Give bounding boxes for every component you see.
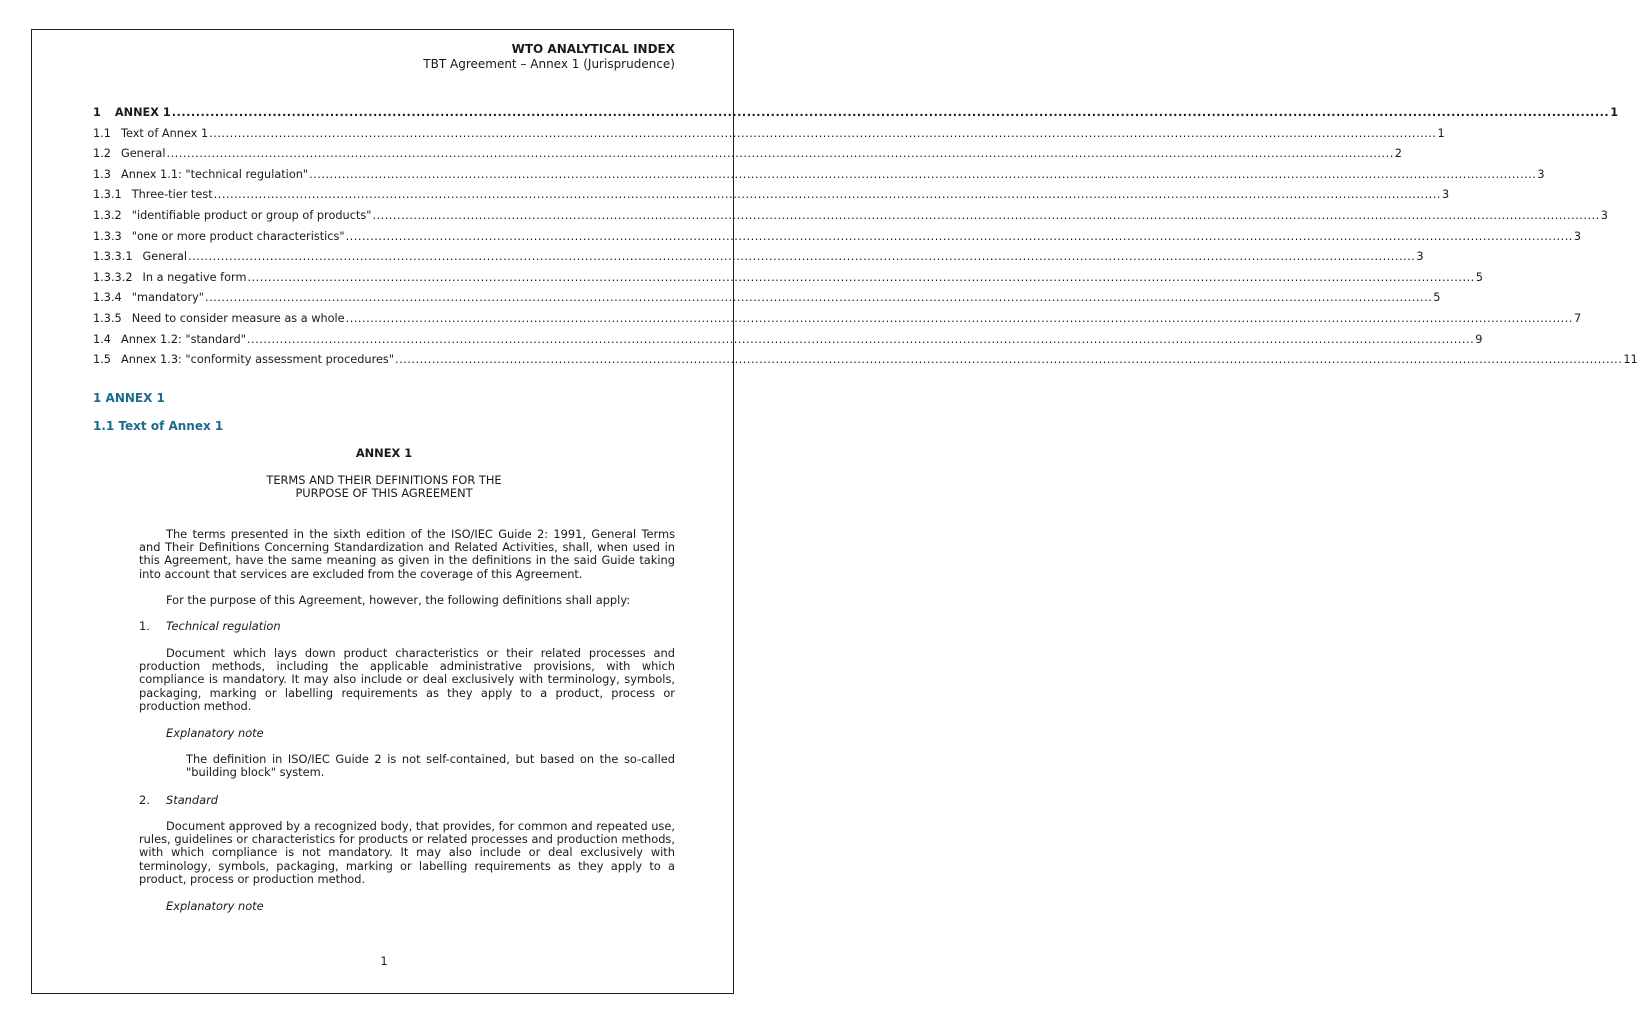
toc-entry-label: "identifiable product or group of products" — [131, 208, 372, 222]
toc-leader-dots: ............................................................................................................................................................................................................................................................................................................ — [188, 250, 1416, 264]
toc-entry-page: 3 — [1441, 188, 1450, 202]
toc-entry-number: 1.3.3 — [93, 229, 122, 243]
toc-leader-dots: ............................................................................................................................................................................................................................................................................................................ — [171, 106, 1610, 119]
intro-paragraph: The terms presented in the sixth edition of the ISO/IEC Guide 2: 1991, General Terms and Their Definitions Concerning Standardization and Related Activities, shall, when used in this Agreement, have the same meaning as given in the definitions in the said Guide taking into account that services are excluded from the coverage of this Agreement. — [139, 527, 675, 581]
page-number: 1 — [380, 954, 388, 968]
toc-entry[interactable] — [93, 167, 1545, 189]
toc-entry-label: Annex 1.1: "technical regulation" — [120, 167, 309, 181]
toc-leader-dots: ............................................................................................................................................................................................................................................................................................................ — [209, 126, 1437, 140]
toc-entry-label: Need to consider measure as a whole — [131, 311, 345, 325]
header-title: WTO ANALYTICAL INDEX — [511, 42, 675, 56]
toc-entry-page: 11 — [1623, 353, 1638, 367]
item2-number: 2. — [139, 793, 150, 807]
toc-entry-label: Three-tier test — [131, 188, 213, 202]
toc-entry-page: 5 — [1433, 291, 1441, 305]
toc-entry-label: "mandatory" — [131, 291, 204, 305]
toc-entry-page: 3 — [1573, 229, 1582, 243]
toc-entry-label: Text of Annex 1 — [120, 126, 209, 140]
toc-entry[interactable] — [93, 229, 1582, 251]
explanatory-note-label-2: Explanatory note — [166, 899, 264, 913]
toc-entry[interactable] — [93, 270, 1483, 292]
toc-leader-dots: ............................................................................................................................................................................................................................................................................................................ — [166, 147, 1394, 161]
toc-entry-label: ANNEX 1 — [114, 106, 171, 119]
section-heading-annex-1[interactable]: 1 ANNEX 1 — [93, 391, 165, 405]
item2-title: Standard — [166, 793, 219, 807]
toc-entry-number: 1.3.3.2 — [93, 270, 133, 284]
toc-leader-dots: ............................................................................................................................................................................................................................................................................................................ — [213, 188, 1441, 202]
toc-entry-number: 1.3.3.1 — [93, 250, 133, 264]
toc-entry-label: In a negative form — [142, 270, 247, 284]
toc-entry-label: Annex 1.2: "standard" — [120, 332, 246, 346]
toc-leader-dots: ............................................................................................................................................................................................................................................................................................................ — [345, 229, 1573, 243]
explanatory-note-text-1: The definition in ISO/IEC Guide 2 is not self-contained, but based on the so-called "building block" system. — [186, 752, 675, 780]
toc-entry[interactable] — [93, 291, 1441, 312]
toc-entry[interactable] — [93, 147, 1402, 168]
toc-entry-label: Annex 1.3: "conformity assessment procedures" — [120, 353, 395, 367]
item2-definition: Document approved by a recognized body, that provides, for common and repeated use, rules, guidelines or characteristics for products or related processes and production methods, with which compliance is not mandatory. It may also include or deal exclusively with terminology, symbols, packaging, marking or labelling requirements as they apply to a product, process or production method. — [139, 819, 675, 886]
explanatory-note-label-1: Explanatory note — [166, 726, 264, 740]
toc-leader-dots: ............................................................................................................................................................................................................................................................................................................ — [309, 167, 1537, 181]
purpose-paragraph: For the purpose of this Agreement, however, the following definitions shall apply: — [166, 593, 631, 607]
toc-entry-number: 1.1 — [93, 126, 111, 140]
toc-leader-dots: ............................................................................................................................................................................................................................................................................................................ — [395, 353, 1623, 367]
toc-entry[interactable] — [93, 311, 1582, 333]
toc-leader-dots: ............................................................................................................................................................................................................................................................................................................ — [247, 270, 1475, 284]
toc-entry-page: 2 — [1394, 147, 1402, 161]
toc-entry[interactable] — [93, 250, 1424, 271]
annex-subtitle-line2: PURPOSE OF THIS AGREEMENT — [295, 486, 473, 500]
toc-leader-dots: ............................................................................................................................................................................................................................................................................................................ — [345, 311, 1573, 325]
toc-entry-page: 3 — [1600, 208, 1608, 222]
toc-entry-number: 1 — [93, 106, 101, 119]
toc-entry[interactable] — [93, 188, 1450, 209]
toc-entry-page: 1 — [1610, 106, 1619, 119]
toc-entry-page: 9 — [1475, 332, 1483, 346]
toc-leader-dots: ............................................................................................................................................................................................................................................................................................................ — [205, 291, 1433, 305]
toc-entry-page: 5 — [1475, 270, 1483, 284]
toc-entry-label: General — [120, 147, 166, 161]
toc-entry-number: 1.5 — [93, 353, 111, 367]
toc-entry-page: 1 — [1437, 126, 1445, 140]
toc-entry[interactable] — [93, 332, 1483, 354]
toc-entry-number: 1.3.4 — [93, 291, 122, 305]
header-subtitle: TBT Agreement – Annex 1 (Jurisprudence) — [423, 57, 675, 71]
toc-entry[interactable] — [93, 353, 1638, 374]
annex-title: ANNEX 1 — [355, 446, 413, 460]
toc-entry-page: 7 — [1573, 311, 1582, 325]
toc-entry-label: "one or more product characteristics" — [131, 229, 345, 243]
toc-entry-number: 1.3 — [93, 167, 111, 181]
annex-subtitle-line1: TERMS AND THEIR DEFINITIONS FOR THE — [266, 473, 502, 487]
toc-leader-dots: ............................................................................................................................................................................................................................................................................................................ — [246, 332, 1475, 346]
item1-number: 1. — [139, 619, 150, 633]
toc-entry-number: 1.3.5 — [93, 311, 122, 325]
section-heading-text-of-annex-1[interactable]: 1.1 Text of Annex 1 — [93, 419, 224, 433]
toc-entry-page: 3 — [1416, 250, 1424, 264]
toc-entry-page: 3 — [1537, 167, 1545, 181]
toc-entry[interactable] — [93, 126, 1445, 148]
toc-entry-number: 1.4 — [93, 332, 111, 346]
table-of-contents — [93, 106, 1638, 374]
item1-title: Technical regulation — [166, 619, 281, 633]
toc-entry-label: General — [142, 250, 188, 264]
toc-entry-number: 1.3.2 — [93, 208, 122, 222]
toc-entry[interactable] — [93, 106, 1619, 127]
toc-entry-number: 1.3.1 — [93, 188, 122, 202]
toc-entry[interactable] — [93, 208, 1608, 230]
toc-leader-dots: ............................................................................................................................................................................................................................................................................................................ — [372, 208, 1600, 222]
toc-entry-number: 1.2 — [93, 147, 111, 161]
item1-definition: Document which lays down product characteristics or their related processes and production methods, including the applicable administrative provisions, with which compliance is mandatory. It may also include or deal exclusively with terminology, symbols, packaging, marking or labelling requirements as they apply to a product, process or production method. — [139, 646, 675, 713]
